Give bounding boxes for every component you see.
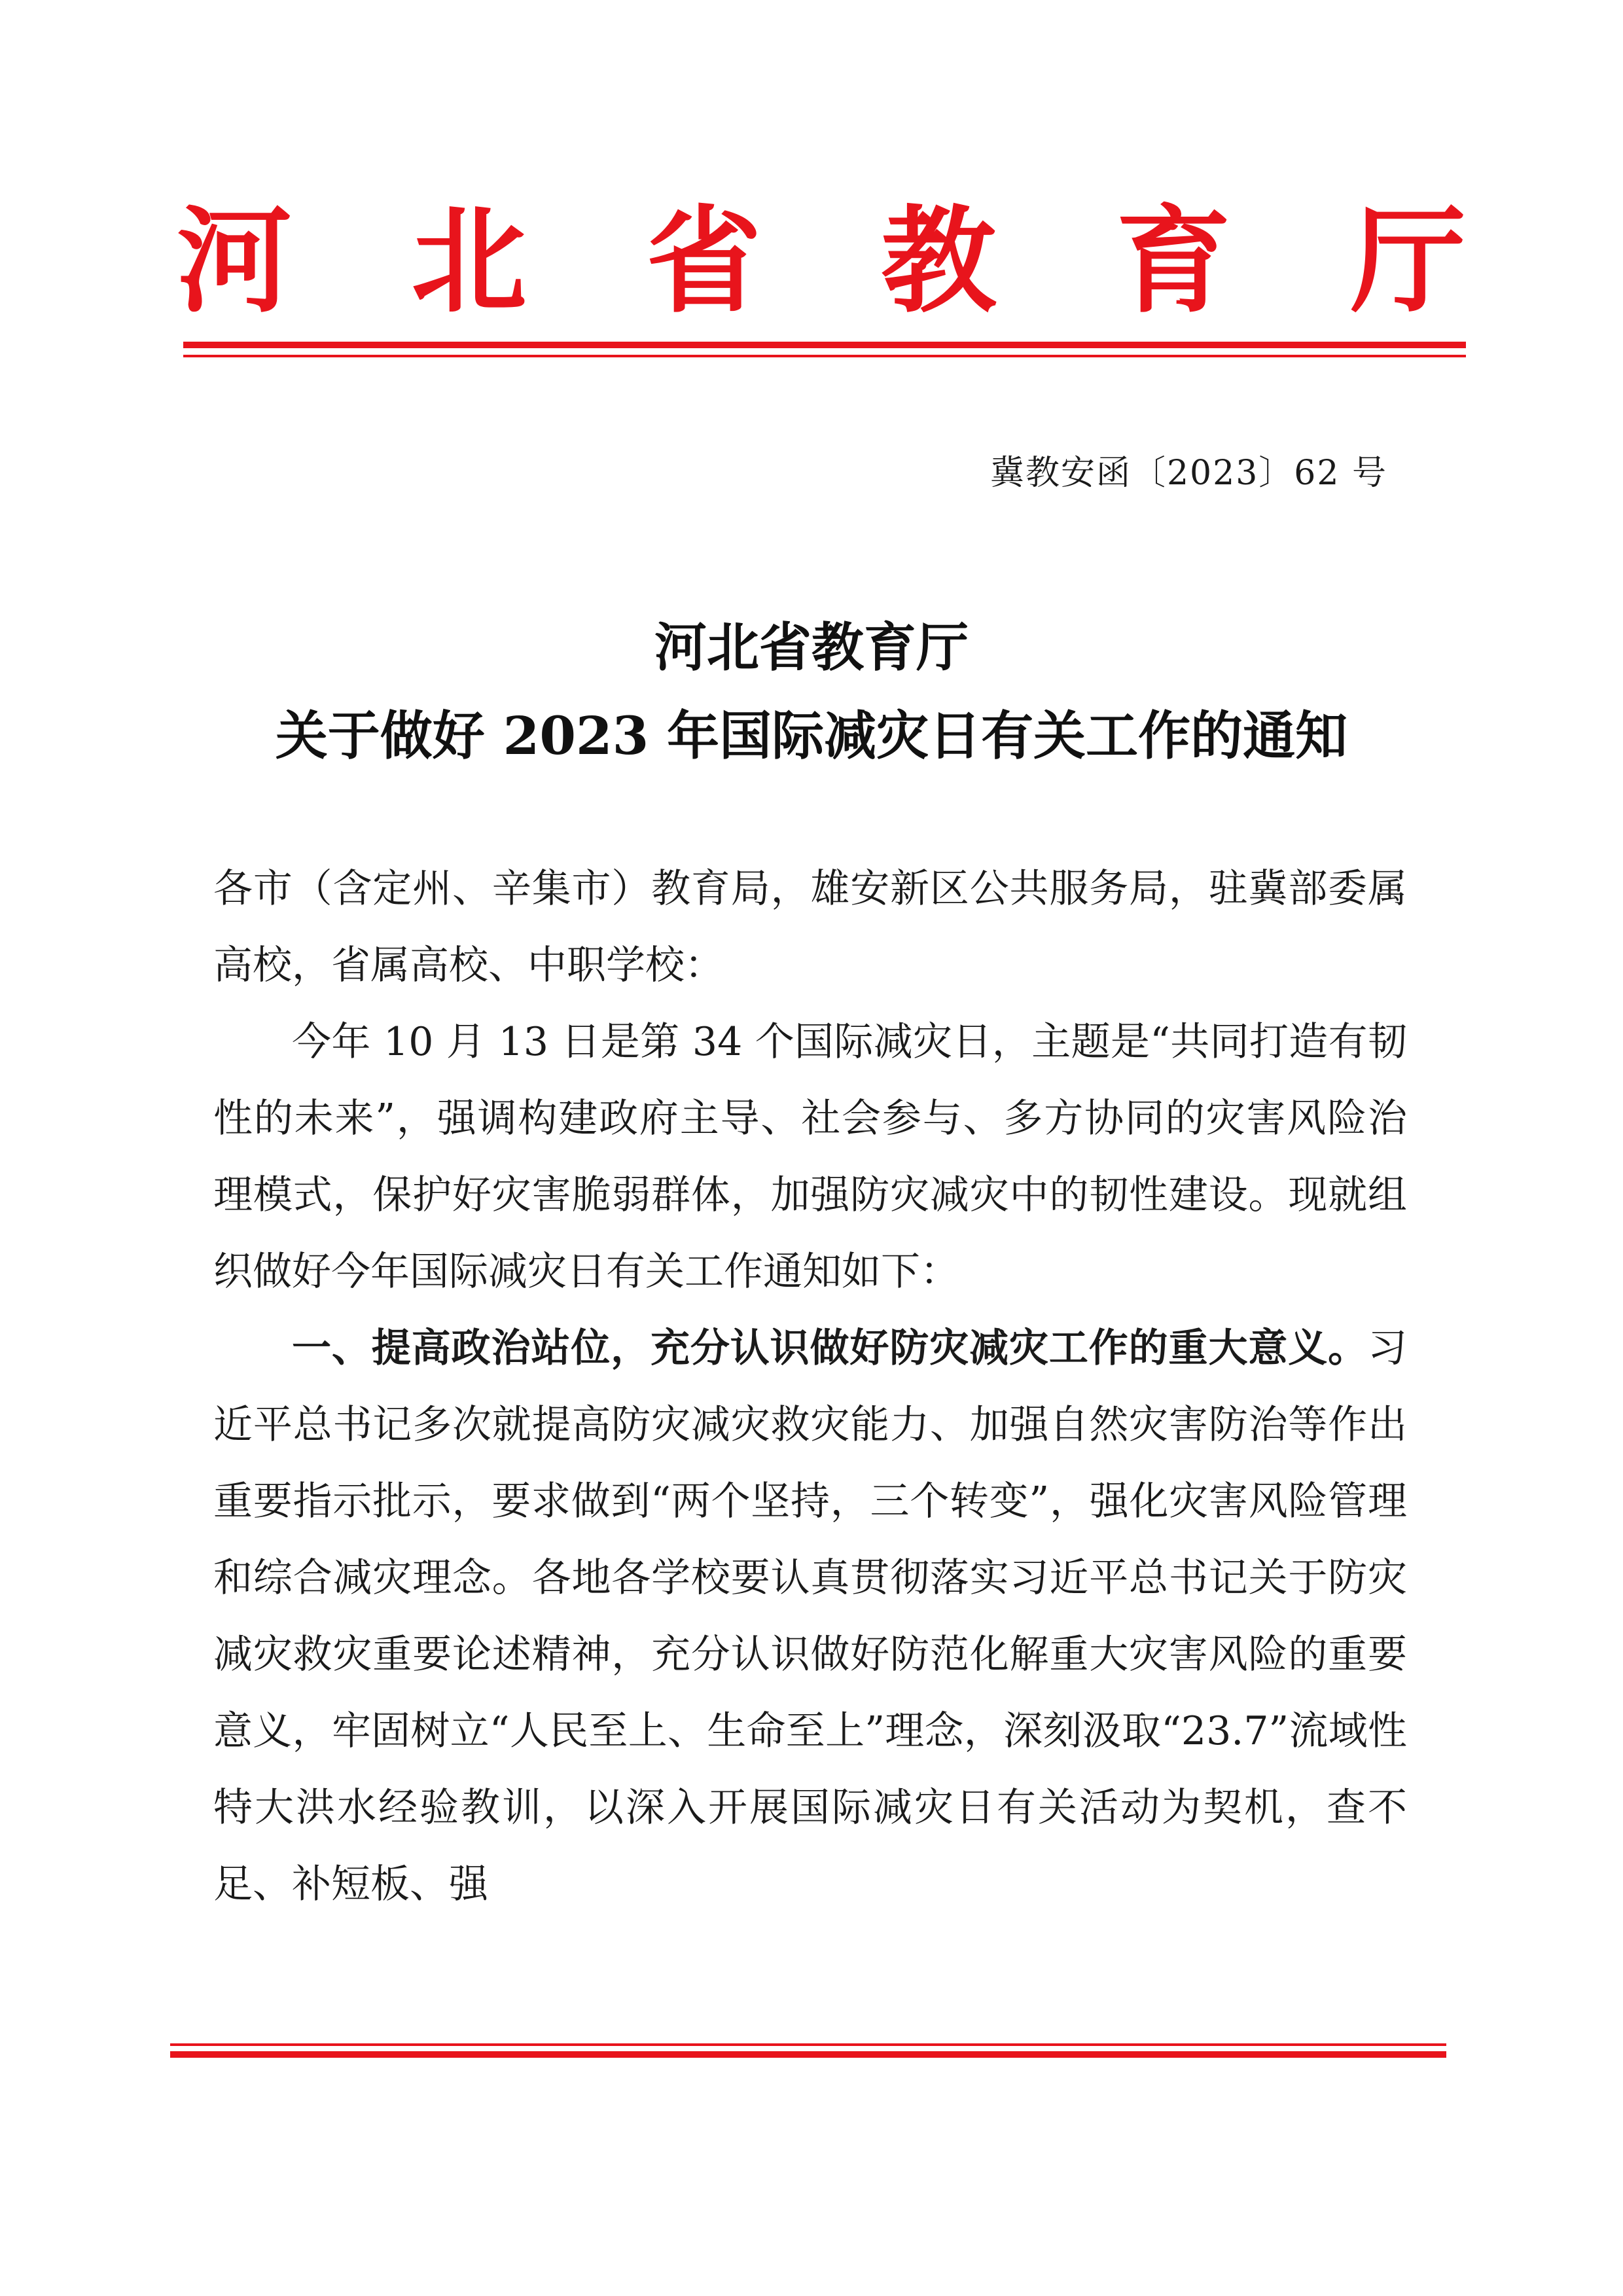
doc-title-line1: 河北省教育厅 xyxy=(654,617,969,678)
section-1-heading: 一、提高政治站位，充分认识做好防灾减灾工作的重大意义。 xyxy=(292,1325,1368,1371)
letterhead-char: 河 xyxy=(177,194,293,329)
letterhead-char: 教 xyxy=(881,194,997,329)
letterhead-title xyxy=(177,190,1466,334)
letterhead-char: 育 xyxy=(1116,194,1232,329)
document-number: 冀教安函〔2023〕62 号 xyxy=(990,454,1387,493)
footer-rule-thick xyxy=(170,2051,1446,2058)
letterhead-char: 厅 xyxy=(1350,194,1466,329)
paragraph-intro: 今年 10 月 13 日是第 34 个国际减灾日，主题是“共同打造有韧性的未来”，强调构建政府主导、社会参与、多方协同的灾害风险治理模式，保护好灾害脆弱群体，加强防灾减灾中的韧性建设。现就组织做好今年国际减灾日有关工作通知如下： xyxy=(213,1019,1407,1295)
letterhead-char: 北 xyxy=(411,194,527,329)
footer-rule-thin xyxy=(170,2043,1446,2046)
header-rule-thick xyxy=(183,342,1466,348)
section-1 xyxy=(213,1310,1407,1923)
letterhead-char: 省 xyxy=(646,194,762,329)
salutation: 各市（含定州、辛集市）教育局，雄安新区公共服务局，驻冀部委属高校，省属高校、中职学校： xyxy=(213,866,1407,988)
section-1-text: 习近平总书记多次就提高防灾减灾救灾能力、加强自然灾害防治等作出重要指示批示，要求做到“两个坚持，三个转变”，强化灾害风险管理和综合减灾理念。各地各学校要认真贯彻落实习近平总书记关于防灾减灾救灾重要论述精神，充分认识做好防范化解重大灾害风险的重要意义，牢固树立“人民至上、生命至上”理念，深刻汲取“23.7”流域性特大洪水经验教训，以深入开展国际减灾日有关活动为契机，查不足、补短板、强 xyxy=(213,1325,1407,1907)
doc-title-line2: 关于做好 2023 年国际减灾日有关工作的通知 xyxy=(275,705,1348,766)
document-body xyxy=(213,851,1407,1923)
header-rule-thin xyxy=(183,355,1466,357)
